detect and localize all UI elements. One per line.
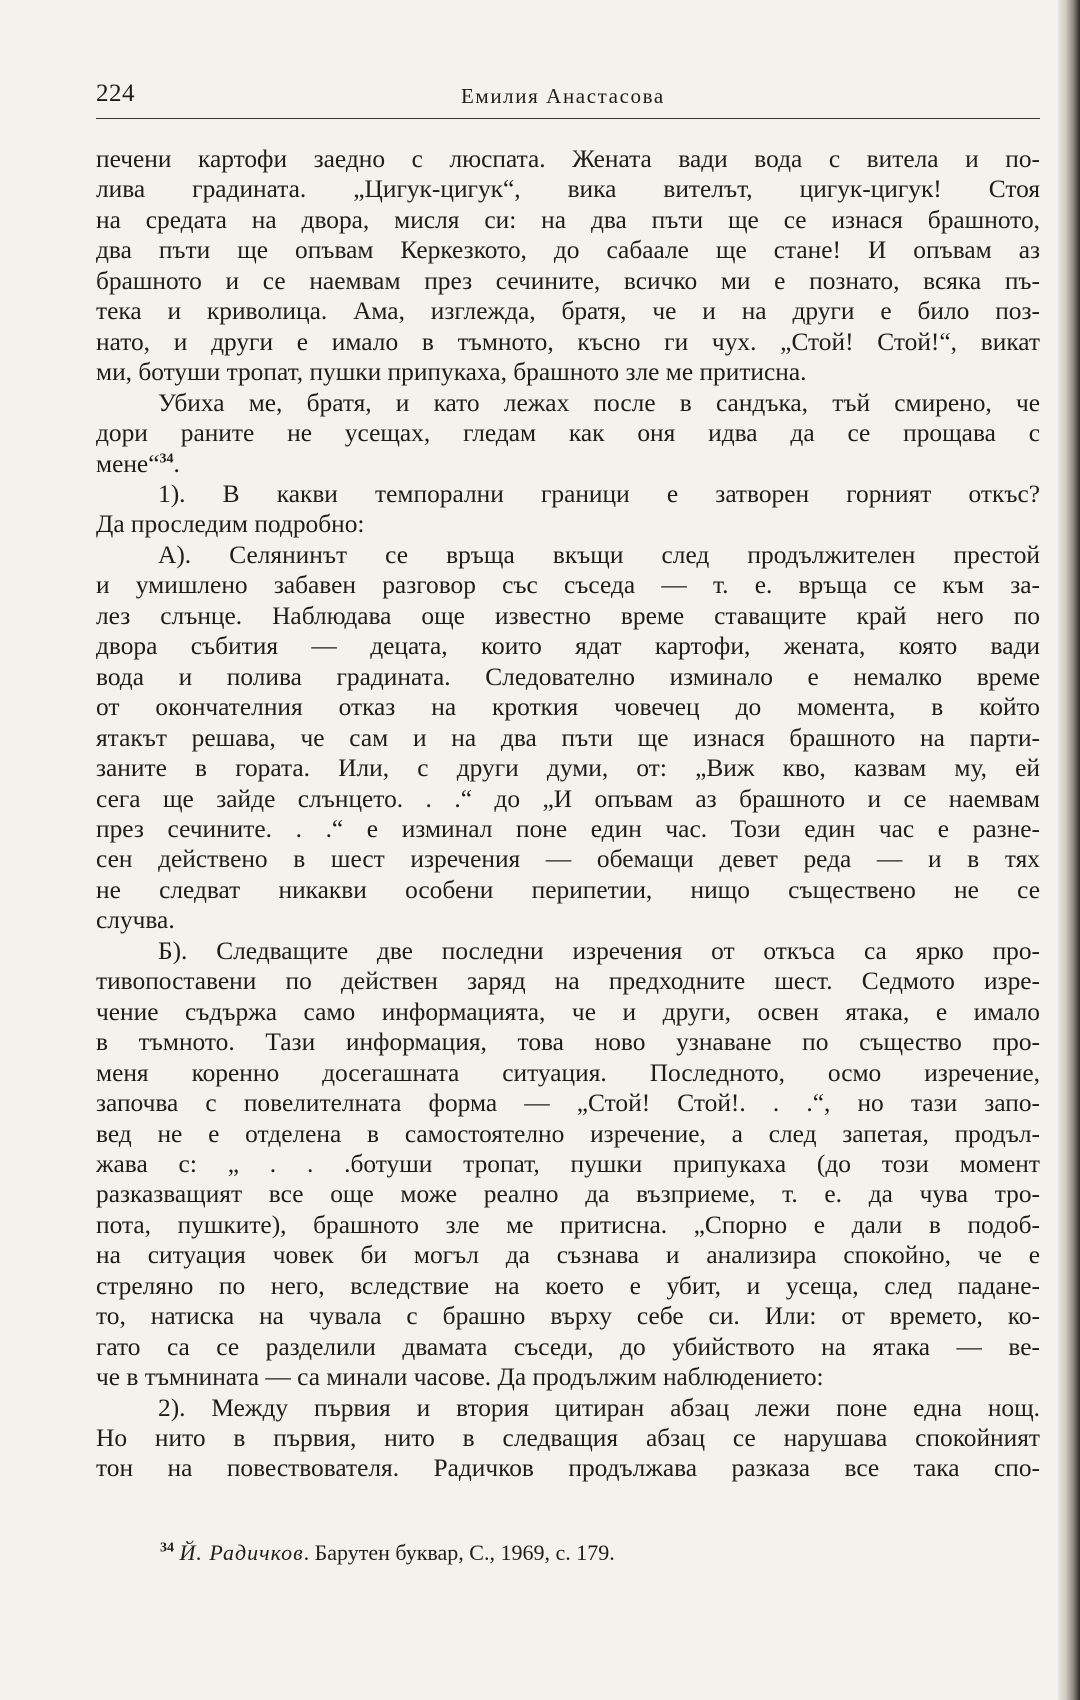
text-line: от окончателния отказ на кроткия човечец до момента, в който — [96, 693, 1040, 722]
text-line: заните в гората. Или, с други думи, от: „Виж кво, казвам му, ей — [96, 754, 1040, 783]
text-line: ятакът решава, че сам и на два пъти ще изнася брашното на парти- — [96, 723, 1040, 752]
text-line: брашното и се наемвам през сечините, всичко ми е познато, всяка пъ- — [96, 266, 1040, 295]
page-number: 224 — [96, 80, 135, 107]
text-line: случва. — [96, 906, 175, 935]
text-line: Но нито в първия, нито в следващия абзац се нарушава спокойният — [96, 1424, 1040, 1453]
text-line: че в тъмнината — са минали часове. Да продължим наблюдението: — [96, 1363, 824, 1392]
text-line: меня коренно досегашната ситуация. Последното, осмо изречение, — [96, 1058, 1040, 1087]
footnote-mark: 34 — [160, 1540, 174, 1556]
text-line: Убиха ме, братя, и като лежах после в сандъка, тъй смирено, че — [158, 388, 1040, 417]
text-line: мене“ — [96, 449, 160, 478]
footnote-reference: 34 — [159, 451, 174, 467]
text-line: то, натиска на чувала с брашно върху себе си. Или: от времето, ко- — [96, 1302, 1040, 1331]
text-line: гато са се разделили двамата съседи, до убийството на ятака — ве- — [96, 1332, 1040, 1361]
text-line: разказващият все още може реално да възприеме, т. е. да чува тро- — [96, 1180, 1040, 1209]
text-line: двора събития — децата, които ядат картофи, жената, която вади — [96, 632, 1040, 661]
text-line: тивопоставени по действен заряд на предходните шест. Седмото изре- — [96, 967, 1040, 996]
text-line: А). Селянинът се връща вкъщи след продължителен престой — [158, 540, 1040, 569]
text-line: 2). Между първия и втория цитиран абзац лежи поне една нощ. — [158, 1393, 1040, 1422]
text-line: вед не е отделена в самостоятелно изречение, а след запетая, продъл- — [96, 1119, 1040, 1148]
text-line: лез слънце. Наблюдава още известно време ставащите край него по — [96, 601, 1040, 630]
text-line: не следват никакви особени перипетии, нищо съществено не се — [96, 875, 1040, 904]
footnote — [160, 1540, 615, 1566]
text-line: и умишлено забавен разговор със съседа — т. е. връща се към за- — [96, 571, 1040, 600]
text-line: започва с повелителната форма — „Стой! Стой!. . .“, но тази запо- — [96, 1089, 1040, 1118]
text-line: на ситуация човек би могъл да съзнава и анализира спокойно, че е — [96, 1241, 1040, 1270]
text-line: в тъмното. Тази информация, това ново узнаване по същество про- — [96, 1028, 1040, 1057]
text-line: печени картофи заедно с люспата. Жената вади вода с витела и по- — [96, 145, 1040, 173]
text-line-with-note: мене“$^{34}$. — [96, 449, 180, 478]
text-line: вода и полива градината. Следователно изминало е немалко време — [96, 662, 1040, 691]
text-line: пота, пушките), брашното зле ме притисна. „Спорно е дали в подоб- — [96, 1210, 1040, 1239]
text-line: тон на повествователя. Радичков продължава разказа все така спо- — [96, 1454, 1040, 1483]
text-line: Б). Следващите две последни изречения от откъса са ярко про- — [158, 936, 1040, 965]
footnote-author: Й. Радичков — [179, 1540, 304, 1565]
text-line: чение съдържа само информацията, че и други, освен ятака, е имало — [96, 997, 1040, 1026]
text-line: 1). В какви темпорални граници е затворен горният откъс? — [158, 479, 1040, 508]
body-text — [96, 144, 1040, 1484]
text-line: нато, и други е имало в тъмното, късно ги чух. „Стой! Стой!“, викат — [96, 327, 1040, 356]
footnote-text: . Барутен буквар, С., 1969, с. 179. — [303, 1540, 615, 1565]
text-line: дори раните не усещах, гледам как оня идва да се прощава с — [96, 419, 1040, 448]
text-line: на средата на двора, мисля си: на два пъти ще се изнася брашното, — [96, 205, 1040, 234]
text-line: лива градината. „Цигук-цигук“, вика вителът, цигук-цигук! Стоя — [96, 175, 1040, 204]
text-line: стреляно по него, вследствие на което е убит, и усеща, след падане- — [96, 1271, 1040, 1300]
text-line: тека и криволица. Ама, изглежда, братя, че и на други е било поз- — [96, 297, 1040, 326]
book-spine-shadow — [1058, 0, 1080, 1700]
text-line: жава с: „ . . .ботуши тропат, пушки припукаха (до този момент — [96, 1149, 1040, 1178]
running-head — [96, 78, 1040, 119]
text-line: Да проследим подробно: — [96, 510, 365, 539]
text-line: ми, ботуши тропат, пушки припукаха, брашното зле ме притисна. — [96, 358, 807, 387]
text-line: сега ще зайде слънцето. . .“ до „И опъвам аз брашното и се наемвам — [96, 784, 1040, 813]
running-head-author: Емилия Анастасова — [461, 84, 665, 108]
text-line: сен действено в шест изречения — обемащи девет реда — и в тях — [96, 845, 1040, 874]
text-line: през сечините. . .“ е изминал поне един час. Този един час е разне- — [96, 814, 1040, 843]
text-line: два пъти ще опъвам Керкезкото, до сабаале ще стане! И опъвам аз — [96, 236, 1040, 265]
